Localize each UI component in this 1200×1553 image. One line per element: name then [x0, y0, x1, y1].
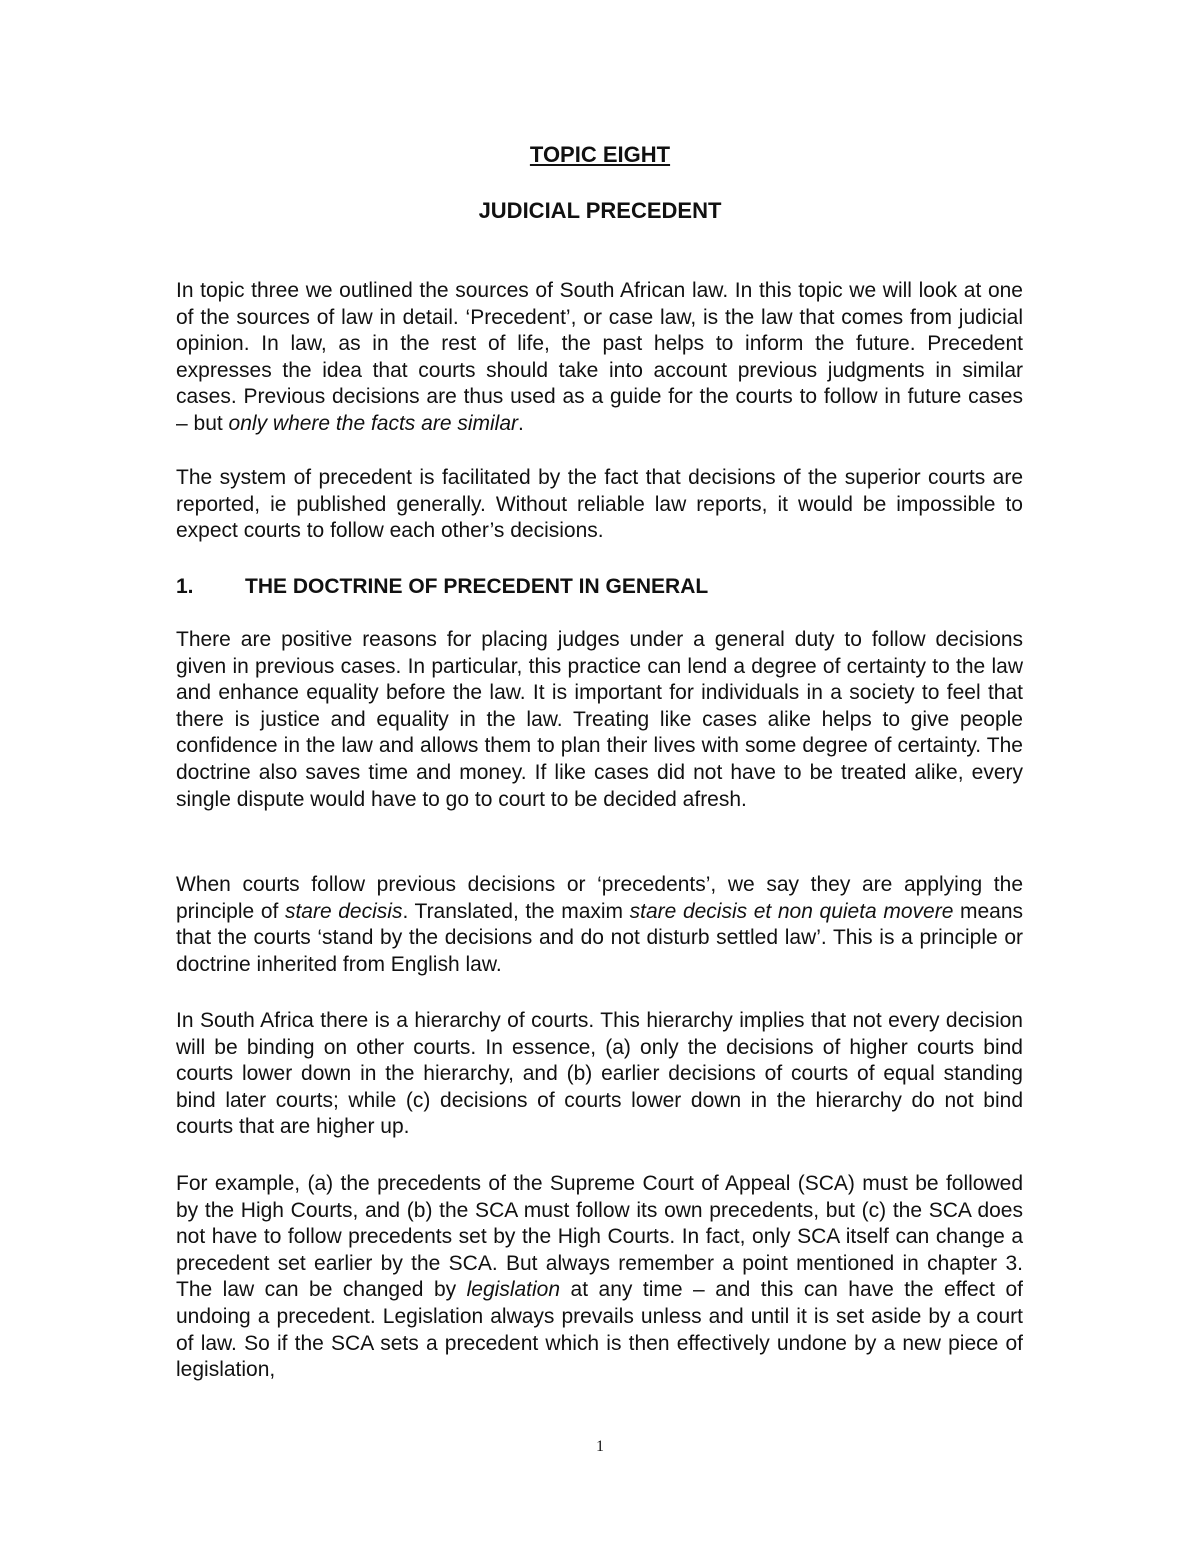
paragraph-example-emphasis: legislation: [466, 1278, 561, 1302]
section-heading: [176, 575, 1023, 599]
paragraph-intro: [176, 278, 1023, 438]
paragraph-example: [176, 1171, 1023, 1384]
section-number: 1.: [176, 575, 194, 598]
paragraph-stare-decisis-emphasis-1: stare decisis: [284, 899, 403, 923]
paragraph-example-text-2: at any time – and this can have the effect of undoing a precedent. Legislation always prevails unless and until it is set aside by a court of law. So if the SCA sets a precedent which is then effectively undone by a new piece of legislation,: [176, 1278, 1023, 1382]
paragraph-positive-reasons: There are positive reasons for placing judges under a general duty to follow decisions given in previous cases. In particular, this practice can lend a degree of certainty to the law and enhance equality before the law. It is important for individuals in a society to feel that there is justice and equality in the law. Treating like cases alike helps to give people confidence in the law and allows them to plan their lives with some degree of certainty. The doctrine also saves time and money. If like cases did not have to be treated alike, every single dispute would have to go to court to be decided afresh.: [176, 628, 1023, 811]
page-number: 1: [596, 1438, 604, 1455]
paragraph-stare-decisis-text-3: means that the courts ‘stand by the decisions and do not disturb settled law’. This is a principle or doctrine inherited from English law.: [176, 899, 1024, 976]
topic-label: TOPIC EIGHT: [529, 142, 671, 167]
paragraph-law-reports: The system of precedent is facilitated by the fact that decisions of the superior courts are reported, ie published generally. Without reliable law reports, it would be impossible to expect courts to follow each other’s decisions.: [176, 466, 1023, 543]
section-heading-text: THE DOCTRINE OF PRECEDENT IN GENERAL: [245, 575, 709, 598]
paragraph-intro-end: .: [518, 411, 524, 435]
paragraph-stare-decisis: [176, 872, 1023, 978]
paragraph-stare-decisis-emphasis-2: stare decisis et non quieta movere: [629, 899, 954, 923]
paragraph-hierarchy: In South Africa there is a hierarchy of courts. This hierarchy implies that not every decision will be binding on other courts. In essence, (a) only the decisions of higher courts bind courts lower down in the hierarchy, and (b) earlier decisions of courts of equal standing bind later courts; while (c) decisions of courts lower down in the hierarchy do not bind courts that are higher up.: [176, 1009, 1023, 1139]
paragraph-example-text-1: For example, (a) the precedents of the Supreme Court of Appeal (SCA) must be followed by the High Courts, and (b) the SCA must follow its own precedents, but (c) the SCA does not have to follow precedents set by the High Courts. In fact, only SCA itself can change a precedent set earlier by the SCA. But always remember a point mentioned in chapter 3. The law can be changed by: [176, 1172, 1023, 1302]
paragraph-intro-text: In topic three we outlined the sources of South African law. In this topic we will look at one of the sources of law in detail. ‘Precedent’, or case law, is the law that comes from judicial opinion. In law, as in the rest of life, the past helps to inform the future. Precedent expresses the idea that courts should take into account previous judgments in similar cases. Previous decisions are thus used as a guide for the courts to follow in future cases – but: [176, 279, 1023, 435]
page-title: JUDICIAL PRECEDENT: [478, 198, 722, 223]
paragraph-stare-decisis-text-1: When courts follow previous decisions or ‘precedents’, we say they are applying the principle of: [176, 873, 1023, 923]
paragraph-stare-decisis-text-2: . Translated, the maxim: [402, 899, 630, 923]
paragraph-intro-emphasis: only where the facts are similar: [228, 411, 518, 435]
